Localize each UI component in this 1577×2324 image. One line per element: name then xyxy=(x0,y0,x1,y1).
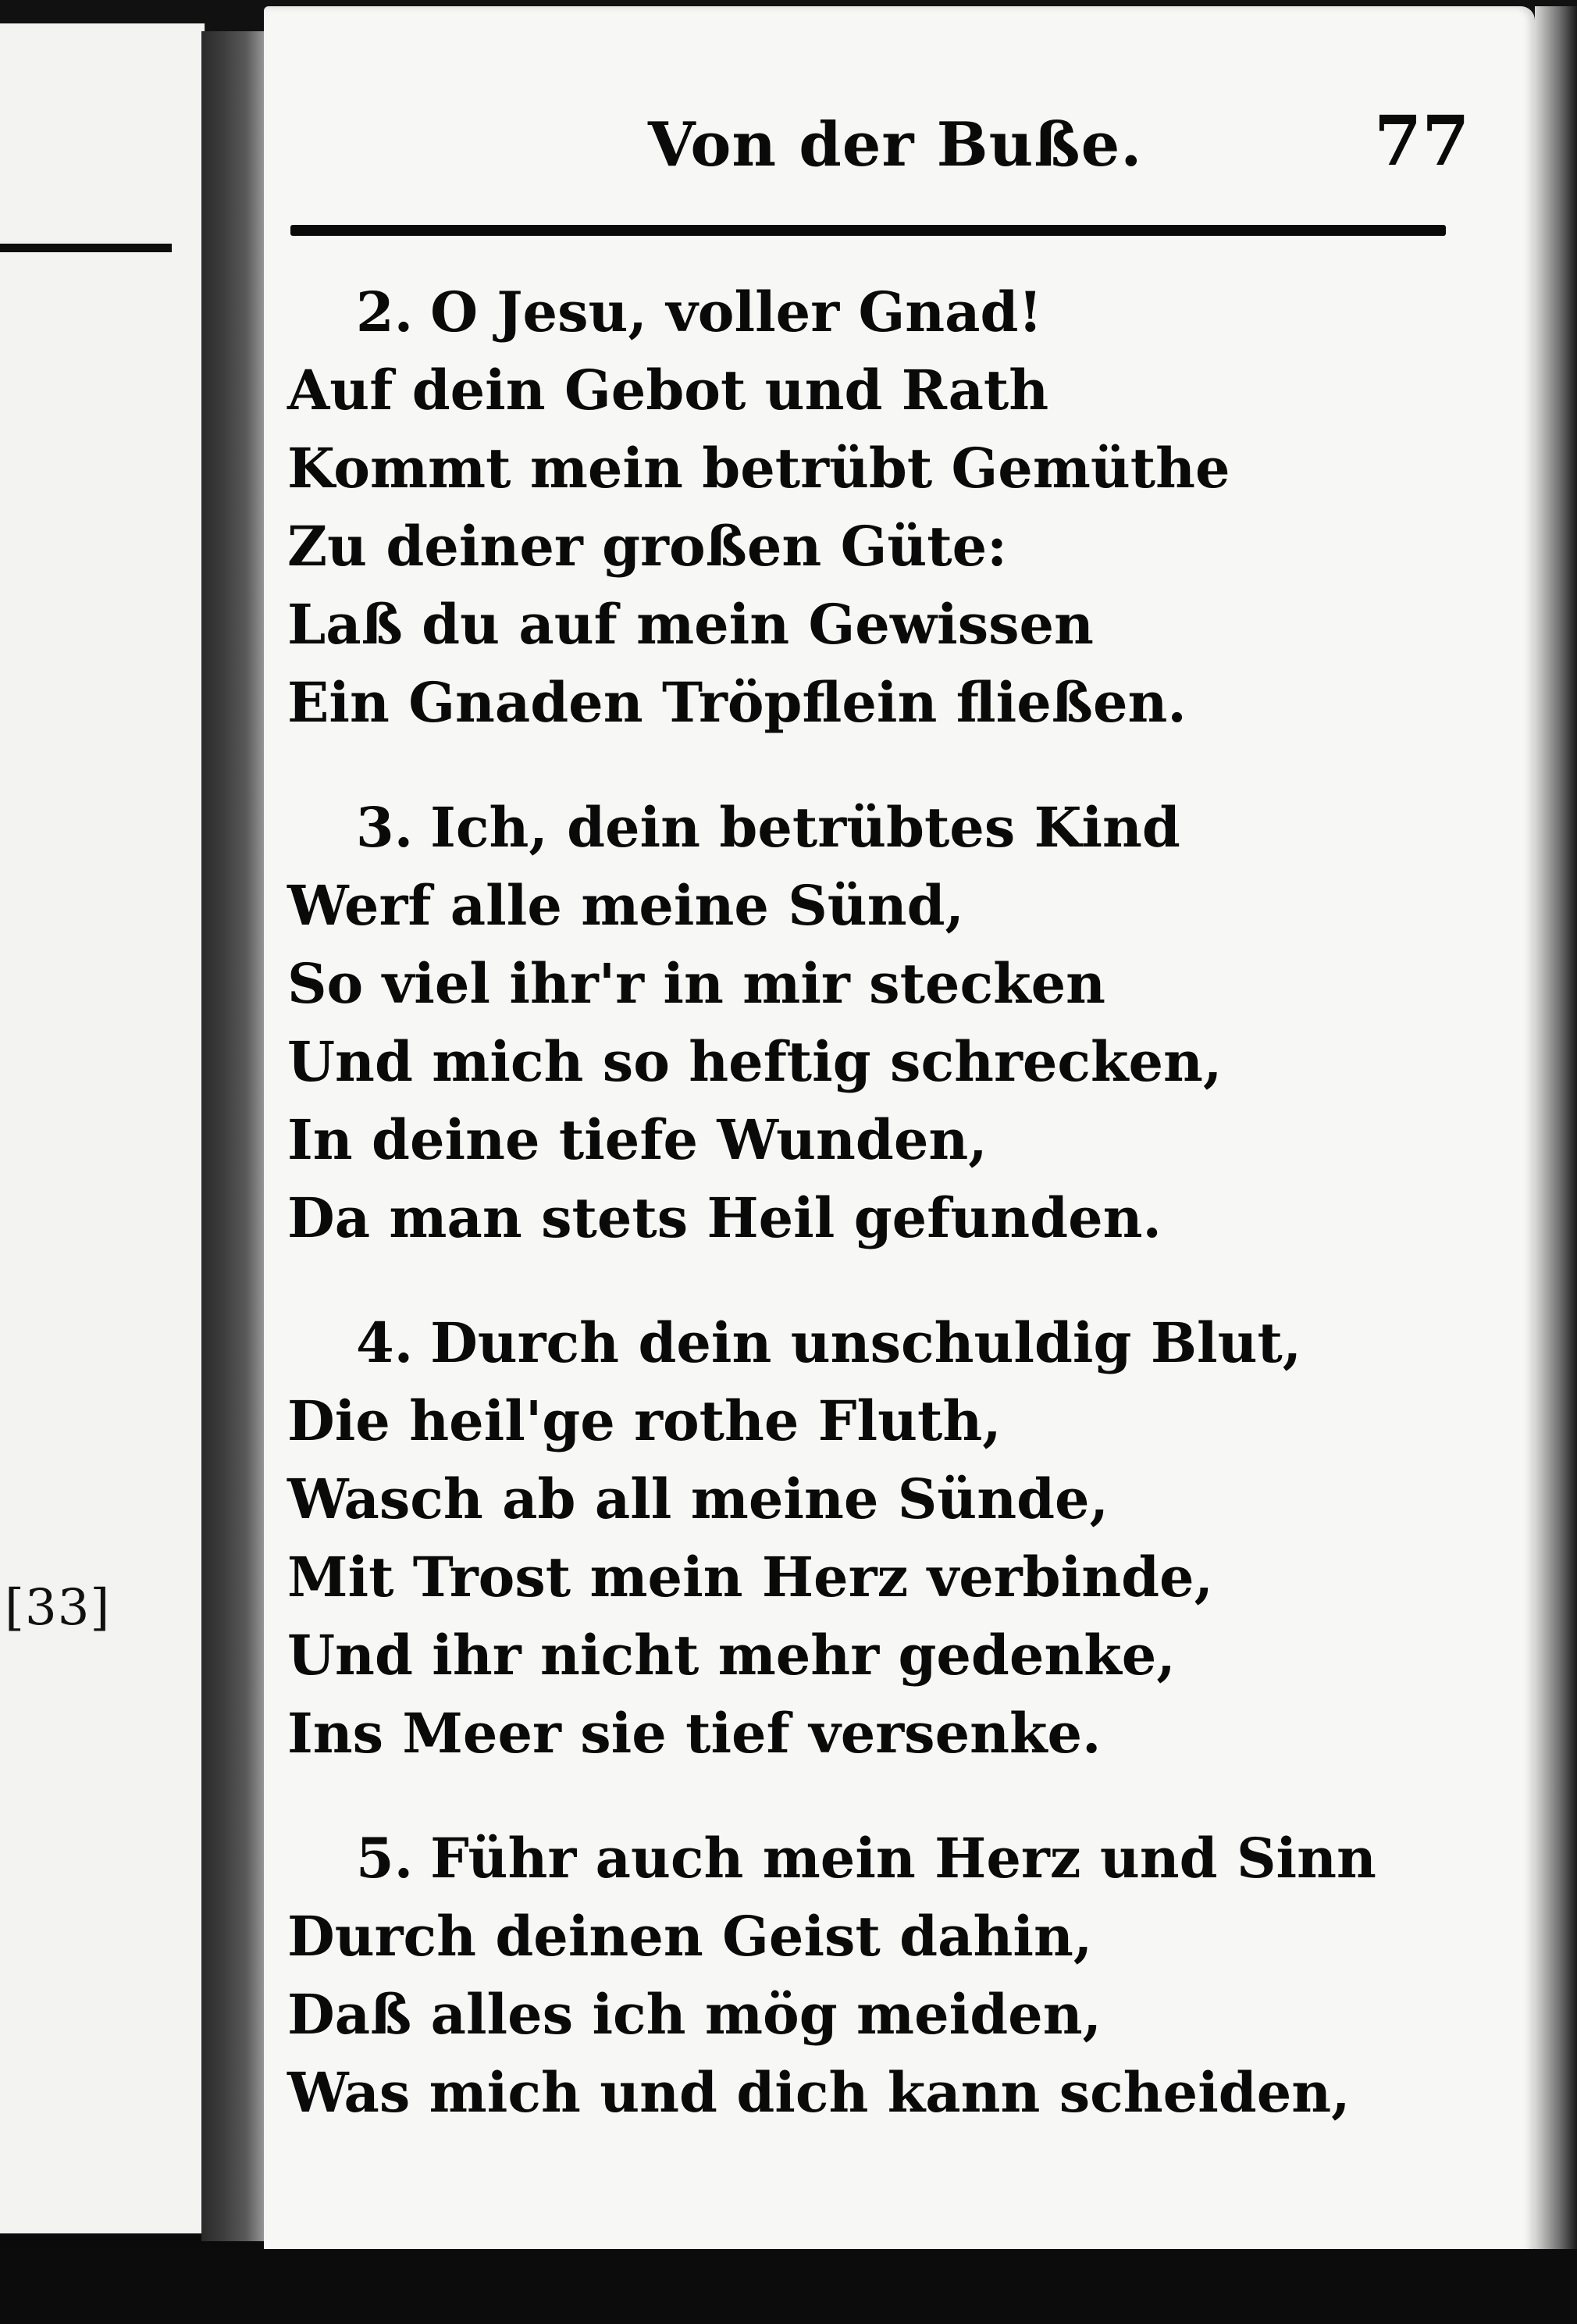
stanza-line: Ein Gnaden Tröpflein fließen. xyxy=(287,670,1187,735)
stanza-line: 3. Ich, dein betrübtes Kind xyxy=(356,795,1180,860)
stanza-line: Daß alles ich mög meiden, xyxy=(287,1982,1102,2047)
stanza-line: Laß du auf mein Gewissen xyxy=(287,592,1094,657)
stanza-line: 2. O Jesu, voller Gnad! xyxy=(356,280,1043,344)
stanza-number: 5. xyxy=(356,1826,414,1891)
left-page-strip xyxy=(0,23,206,2233)
page-edge-shadow xyxy=(1535,6,1577,2255)
book-gutter xyxy=(201,31,265,2241)
page-number: 77 xyxy=(1374,100,1470,181)
stanza-4 xyxy=(287,1304,1458,1773)
stanza-3 xyxy=(287,789,1458,1257)
stanza-line: Wasch ab all meine Sünde, xyxy=(287,1467,1109,1531)
stanza-line: Auf dein Gebot und Rath xyxy=(287,358,1049,422)
stanza-line: Da man stets Heil gefunden. xyxy=(287,1185,1162,1250)
running-title: Von der Buße. xyxy=(648,109,1143,180)
scan-bottom-shadow xyxy=(0,2249,1577,2324)
stanza-number: 4. xyxy=(356,1310,414,1375)
stanza-line: Die heil'ge rothe Fluth, xyxy=(287,1388,1002,1453)
stanza-line: Und mich so heftig schrecken, xyxy=(287,1029,1223,1094)
stanza-line: Kommt mein betrübt Gemüthe xyxy=(287,436,1230,501)
stanza-2 xyxy=(287,273,1458,742)
stanza-line: Zu deiner großen Güte: xyxy=(287,514,1007,579)
stanza-line: 5. Führ auch mein Herz und Sinn xyxy=(356,1826,1376,1891)
stanza-line: Und ihr nicht mehr gedenke, xyxy=(287,1623,1176,1688)
stanza-line: Mit Trost mein Herz verbinde, xyxy=(287,1545,1213,1609)
stanza-line: So viel ihr'r in mir stecken xyxy=(287,951,1106,1016)
stanza-line: 4. Durch dein unschuldig Blut, xyxy=(356,1310,1302,1375)
left-page-rule xyxy=(0,244,172,252)
stanza-number: 2. xyxy=(356,280,414,344)
header-rule xyxy=(290,225,1446,236)
hymn-text xyxy=(287,273,1458,2179)
stanza-line: Durch deinen Geist dahin, xyxy=(287,1904,1093,1969)
stanza-line: Ins Meer sie tief versenke. xyxy=(287,1701,1102,1766)
stanza-line: Was mich und dich kann scheiden, xyxy=(287,2060,1351,2125)
stanza-5 xyxy=(287,1820,1458,2132)
signature-marker: [33] xyxy=(5,1579,111,1637)
stanza-line: Werf alle meine Sünd, xyxy=(287,873,964,938)
stanza-number: 3. xyxy=(356,795,414,860)
stanza-line: In deine tiefe Wunden, xyxy=(287,1107,988,1172)
